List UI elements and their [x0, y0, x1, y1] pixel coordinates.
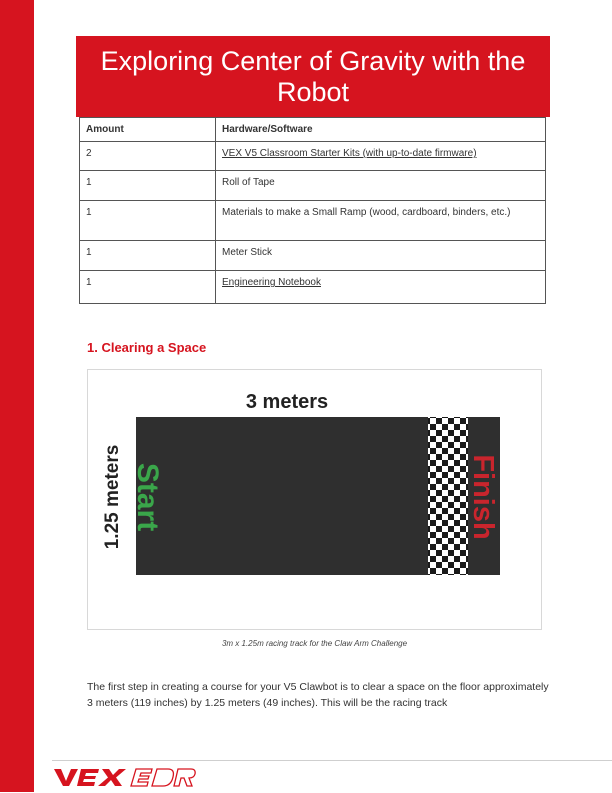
amount-cell: 1 — [80, 241, 216, 271]
table-row — [80, 171, 546, 201]
item-cell — [216, 142, 546, 171]
amount-cell: 2 — [80, 142, 216, 171]
table-row — [80, 201, 546, 241]
height-label: 1.25 meters — [102, 444, 123, 550]
racing-track-figure — [87, 369, 542, 630]
header-hardware-software: Hardware/Software — [216, 118, 546, 142]
width-label: 3 meters — [245, 391, 329, 413]
finish-label: Finish — [467, 454, 499, 540]
racing-track-diagram — [88, 370, 541, 629]
item-cell: Roll of Tape — [216, 171, 546, 201]
page-title: Exploring Center of Gravity with the Robot — [76, 36, 550, 117]
vex-edr-logo-graphic — [54, 766, 204, 788]
table-row — [80, 142, 546, 171]
vex-edr-logo-icon — [54, 766, 204, 793]
section-heading: 1. Clearing a Space — [87, 340, 207, 355]
table-header-row — [80, 118, 546, 142]
header-amount: Amount — [80, 118, 216, 142]
materials-table — [79, 117, 546, 304]
item-cell: Materials to make a Small Ramp (wood, cardboard, binders, etc.) — [216, 201, 546, 241]
amount-cell: 1 — [80, 171, 216, 201]
footer-divider — [52, 760, 612, 761]
amount-cell: 1 — [80, 271, 216, 304]
table-row — [80, 241, 546, 271]
table-row — [80, 271, 546, 304]
amount-cell: 1 — [80, 201, 216, 241]
checkered-finish-band — [428, 417, 468, 575]
figure-caption: 3m x 1.25m racing track for the Claw Arm Challenge — [221, 639, 408, 648]
item-cell — [216, 271, 546, 304]
item-link[interactable]: Engineering Notebook — [222, 277, 321, 288]
item-link[interactable]: VEX V5 Classroom Starter Kits (with up-to-date firmware) — [222, 148, 477, 159]
start-label: Start — [131, 462, 164, 532]
body-paragraph: The first step in creating a course for your V5 Clawbot is to clear a space on the floor approximately 3 meters (119 inches) by 1.25 meters (49 inches). This will be the racing track — [87, 681, 549, 709]
item-cell: Meter Stick — [216, 241, 546, 271]
left-accent-bar — [0, 0, 34, 792]
